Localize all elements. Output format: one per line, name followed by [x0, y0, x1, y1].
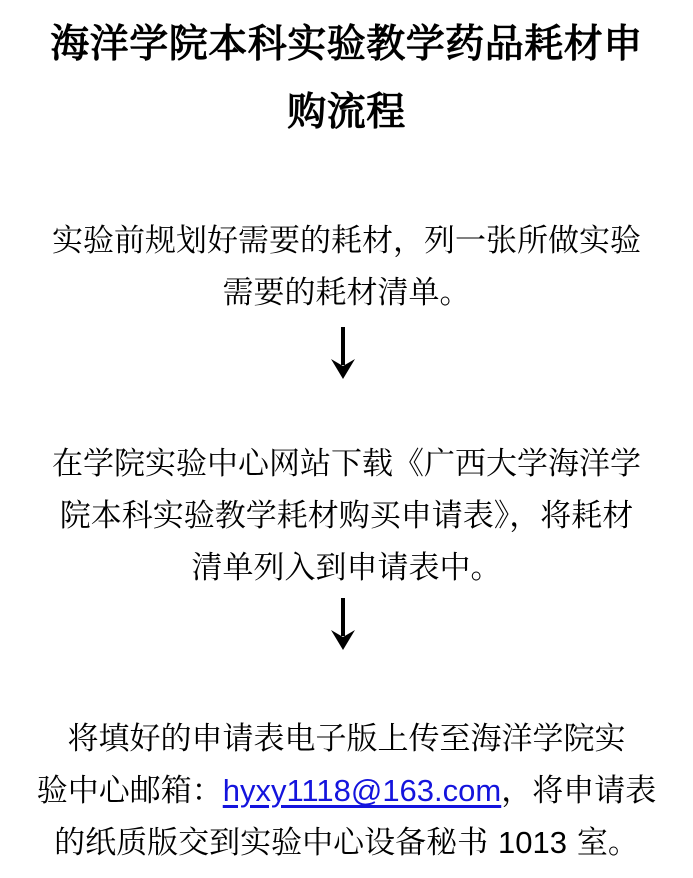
- step-3-text: [0, 713, 693, 869]
- step-3-line-3: [0, 817, 693, 869]
- email-link[interactable]: hyxy1118@163.com: [222, 773, 502, 808]
- down-arrow-icon: [0, 598, 689, 650]
- step-1-line-1: 实验前规划好需要的耗材，列一张所做实验: [52, 223, 641, 259]
- page-title-line-1: 海洋学院本科实验教学药品耗材申: [50, 21, 643, 67]
- step-3-line-1: 将填好的申请表电子版上传至海洋学院实: [67, 721, 626, 757]
- step-3-line-3-after: 室。: [566, 825, 639, 861]
- step-3-line-2-after: ，将申请表: [501, 773, 657, 809]
- step-2-text: [0, 438, 693, 594]
- down-arrow-icon: [0, 327, 689, 379]
- step-3-line-2-before: 验中心邮箱：: [36, 773, 223, 809]
- step-3-line-2: [0, 765, 693, 817]
- step-2-line-2: 院本科实验教学耗材购买申请表》，将耗材: [59, 498, 634, 534]
- step-3-line-3-before: 的纸质版交到实验中心设备秘书: [54, 825, 499, 861]
- step-2-line-3: 清单列入到申请表中。: [191, 550, 502, 586]
- step-2-line-1: 在学院实验中心网站下载《广西大学海洋学: [52, 446, 641, 482]
- step-1-text: [0, 215, 693, 319]
- step-1-line-2: 需要的耗材清单。: [222, 275, 471, 311]
- page-title-line-2: 购流程: [287, 89, 406, 135]
- page-title: [0, 10, 693, 146]
- room-number: 1013: [498, 825, 567, 860]
